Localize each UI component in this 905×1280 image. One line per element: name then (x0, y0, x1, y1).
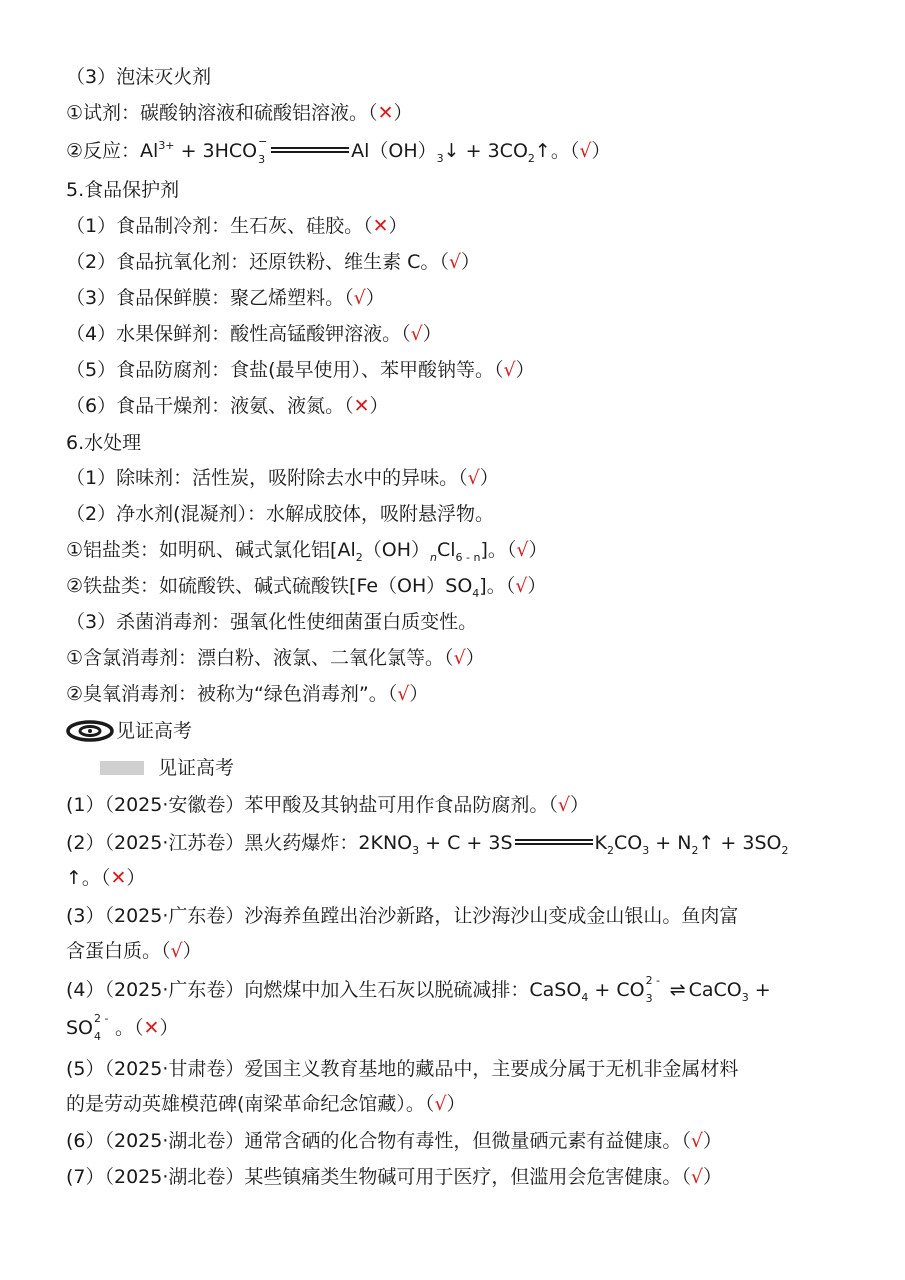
food-antioxidant-line: （2）食品抗氧化剂：还原铁粉、维生素 C。（√） (66, 251, 481, 273)
section-food-protectant: 5.食品保护剂 (66, 179, 180, 201)
check-mark: √ (503, 359, 516, 381)
exam-question-4: (4）（2025·广东卷）向燃煤中加入生石灰以脱硫减排：CaSO$_4$ + CO 2 - 3 ⇌ CaCO$_3$ + (66, 974, 771, 1005)
exam-question-3: (3）（2025·广东卷）沙海养鱼蹚出治沙新路，让沙海沙山变成金山银山。鱼肉富 (66, 905, 739, 927)
gray-label-bar (100, 761, 144, 775)
food-desiccant-line: （6）食品干燥剂：液氨、液氮。（✕） (66, 395, 389, 417)
check-mark: √ (579, 140, 592, 162)
check-mark: √ (467, 467, 480, 489)
coagulant-line: （2）净水剂(混凝剂）：水解成胶体，吸附悬浮物。 (66, 503, 495, 525)
exam-question-3-cont: 含蛋白质。（√） (66, 940, 202, 962)
exam-question-2: (2）（2025·江苏卷）黑火药爆炸：$2KNO_3 + C + 3S$ $K_2CO_3$ + $N_2↑ + 3SO_2$ (66, 832, 789, 857)
exam-heading-bar: 见证高考 (66, 753, 865, 783)
check-mark: √ (434, 1093, 447, 1115)
food-antiseptic-line: （5）食品防腐剂：食盐(最早使用）、苯甲酸钠等。（√） (66, 359, 535, 381)
check-mark: √ (410, 323, 423, 345)
iron-salt-line: ②铁盐类：如硫酸铁、碱式硫酸铁$[Fe(OH)SO_4]$。（√） (66, 575, 547, 600)
exam-question-2-cont: ↑。（✕） (66, 867, 146, 889)
foam-reaction-line: ②反应：$Al^{3+} + 3HCO$ − 3 $Al(OH)_3↓$ + $3CO_2↑$。（√） (66, 135, 611, 166)
cross-mark: ✕ (353, 395, 370, 417)
foam-reagent-line: ①试剂：碳酸钠溶液和硫酸铝溶液。（✕） (66, 102, 413, 124)
section-water-treatment: 6.水处理 (66, 432, 142, 454)
exam-question-5-cont: 的是劳动英雄模范碑(南梁革命纪念馆藏）。（√） (66, 1093, 466, 1115)
check-mark: √ (397, 683, 410, 705)
exam-logo-icon (66, 720, 114, 742)
exam-heading-logo: 见证高考 (66, 716, 865, 746)
cross-mark: ✕ (372, 215, 389, 237)
equals-sign-double (271, 147, 349, 153)
check-mark: √ (690, 1130, 704, 1152)
check-mark: √ (516, 539, 529, 561)
check-mark: √ (353, 287, 366, 309)
exam-question-4-cont: SO 2 - 4 。（✕） (66, 1012, 179, 1043)
exam-question-6: (6）（2025·湖北卷）通常含硒的化合物有毒性，但微量硒元素有益健康。（√） (66, 1130, 723, 1152)
check-mark: √ (170, 940, 183, 962)
fruit-preservative-line: （4）水果保鲜剂：酸性高锰酸钾溶液。（√） (66, 323, 442, 345)
exam-question-1: (1）（2025·安徽卷）苯甲酸及其钠盐可用作食品防腐剂。（√） (66, 794, 590, 816)
cross-mark: ✕ (377, 102, 394, 124)
check-mark: √ (557, 794, 571, 816)
check-mark: √ (515, 575, 528, 597)
check-mark: √ (690, 1166, 704, 1188)
check-mark: √ (448, 251, 462, 273)
aluminum-salt-line: ①铝盐类：如明矾、碱式氯化铝$[Al_2(OH)_nCl_{6 - n}]$。（√） (66, 539, 548, 564)
deodorant-line: （1）除味剂：活性炭，吸附除去水中的异味。（√） (66, 467, 499, 489)
section-foam-extinguisher: （3）泡沫灭火剂 (66, 66, 212, 88)
exam-question-5: (5）（2025·甘肃卷）爱国主义教育基地的藏品中，主要成分属于无机非金属材料 (66, 1058, 739, 1080)
cross-mark: ✕ (110, 867, 127, 889)
food-coolant-line: （1）食品制冷剂：生石灰、硅胶。（✕） (66, 215, 408, 237)
ozone-disinfectant-line: ②臭氧消毒剂：被称为“绿色消毒剂”。（√） (66, 683, 429, 705)
chlorine-disinfectant-line: ①含氯消毒剂：漂白粉、液氯、二氧化氯等。（√） (66, 647, 485, 669)
check-mark: √ (453, 647, 466, 669)
food-film-line: （3）食品保鲜膜：聚乙烯塑料。（√） (66, 287, 385, 309)
disinfectant-line: （3）杀菌消毒剂：强氧化性使细菌蛋白质变性。 (66, 611, 478, 633)
exam-question-7: (7）（2025·湖北卷）某些镇痛类生物碱可用于医疗，但滥用会危害健康。（√） (66, 1166, 723, 1188)
equals-sign-double (515, 839, 593, 845)
cross-mark: ✕ (143, 1017, 160, 1039)
